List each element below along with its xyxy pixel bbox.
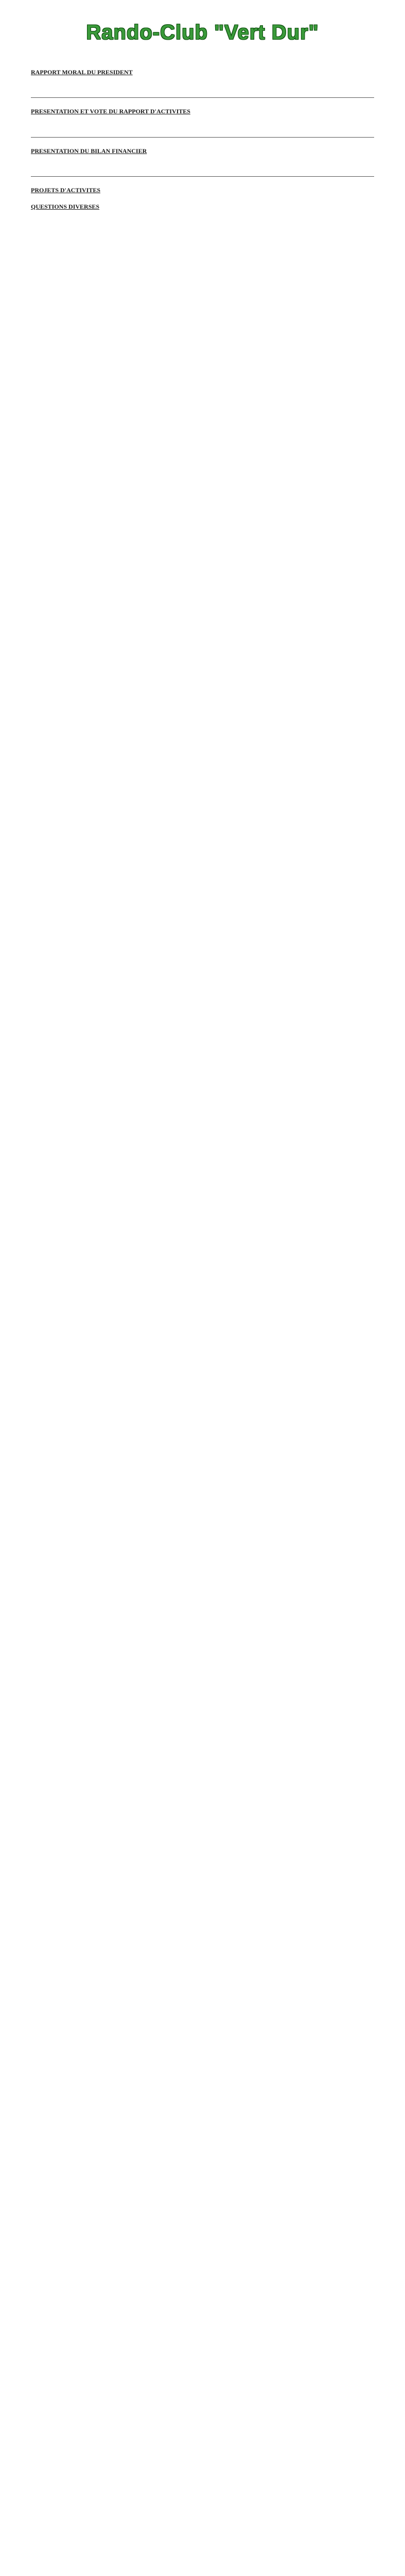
section-heading-misc-questions: QUESTIONS DIVERSES — [31, 202, 100, 210]
section-divider — [31, 137, 374, 138]
section-divider — [31, 97, 374, 98]
section-divider — [31, 176, 374, 177]
section-heading-financial-report: PRESENTATION DU BILAN FINANCIER — [31, 147, 147, 155]
section-heading-activity-report: PRESENTATION ET VOTE DU RAPPORT D'ACTIVITES — [31, 108, 190, 115]
club-banner-title: Rando-Club "Vert Dur" — [86, 21, 319, 44]
section-heading-president-report: RAPPORT MORAL DU PRESIDENT — [31, 69, 133, 76]
section-heading-projects: PROJETS D'ACTIVITES — [31, 187, 101, 194]
